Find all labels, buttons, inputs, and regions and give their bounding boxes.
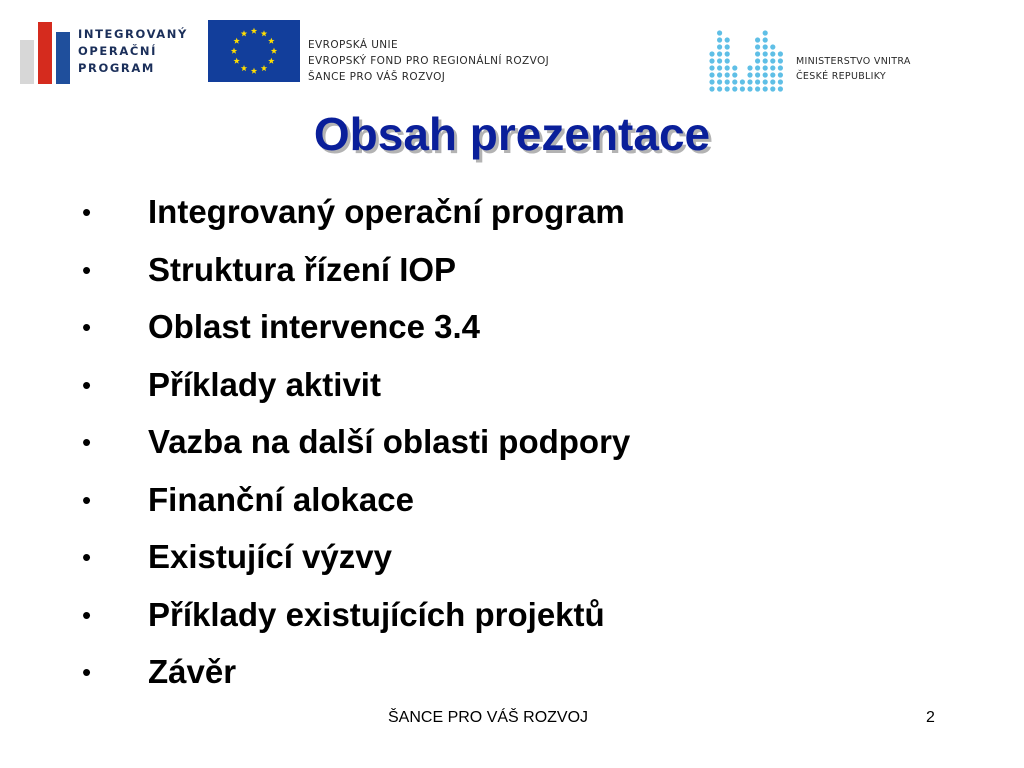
ministry-dot [763, 37, 768, 42]
eu-star-icon [251, 28, 257, 34]
eu-star-icon [268, 58, 274, 64]
ministry-dot [717, 30, 722, 35]
agenda-item-text: Integrovaný operační program [148, 193, 625, 230]
ministry-logo [708, 30, 788, 94]
ministry-dot [717, 58, 722, 63]
ministry-dot [732, 79, 737, 84]
iop-logo-grey-bar [20, 40, 34, 84]
ministry-dot [755, 44, 760, 49]
agenda-list [0, 186, 1024, 704]
ministry-dot [747, 79, 752, 84]
iop-logo-line: OPERAČNÍ [78, 44, 157, 58]
agenda-item [0, 416, 1024, 474]
eu-star-icon [233, 38, 239, 44]
bullet-icon: • [82, 657, 92, 687]
bullet-icon: • [82, 369, 92, 400]
agenda-item-text: Struktura řízení IOP [148, 250, 457, 288]
ministry-dot [763, 58, 768, 63]
ministry-dot [755, 86, 760, 91]
ministry-dot [778, 72, 783, 77]
eu-logo-line: ŠANCE PRO VÁŠ ROZVOJ [308, 71, 446, 83]
ministry-dot [709, 51, 714, 56]
ministry-dot [770, 79, 775, 84]
iop-logo-line: INTEGROVANÝ [78, 27, 188, 41]
agenda-item-text: Příklady existujících projektů [148, 595, 605, 633]
ministry-dot [740, 79, 745, 84]
agenda-item-text: Oblast intervence 3.4 [148, 308, 480, 345]
ministry-dot [778, 79, 783, 84]
ministry-dot [709, 58, 714, 63]
ministry-dot [717, 65, 722, 70]
ministry-dot [709, 72, 714, 77]
ministry-dot [747, 86, 752, 91]
eu-star-icon [231, 48, 237, 54]
ministry-logo-line: ČESKÉ REPUBLIKY [796, 71, 887, 82]
ministry-dot [755, 79, 760, 84]
bullet-icon: • [82, 197, 92, 227]
ministry-dot [717, 86, 722, 91]
ministry-dot [755, 51, 760, 56]
ministry-dot [778, 65, 783, 70]
ministry-dot [732, 65, 737, 70]
ministry-dot [763, 51, 768, 56]
agenda-item [0, 244, 1024, 302]
ministry-dot [770, 51, 775, 56]
ministry-dot [778, 51, 783, 56]
ministry-dot [725, 37, 730, 42]
ministry-dot [725, 65, 730, 70]
eu-star-icon [233, 58, 239, 64]
agenda-item [0, 589, 1024, 647]
bullet-icon: • [82, 254, 92, 285]
eu-logo-line: EVROPSKÁ UNIE [308, 39, 399, 51]
iop-logo-line: PROGRAM [78, 61, 155, 75]
eu-star-icon [251, 68, 257, 74]
ministry-dot [725, 79, 730, 84]
ministry-dot [770, 58, 775, 63]
ministry-dot [770, 72, 775, 77]
ministry-dot [717, 44, 722, 49]
ministry-dot [717, 51, 722, 56]
iop-logo [18, 20, 198, 84]
ministry-dot [732, 86, 737, 91]
slide-title: Obsah prezentace [313, 108, 711, 160]
ministry-dot [725, 51, 730, 56]
ministry-dot [740, 86, 745, 91]
agenda-item-text: Příklady aktivit [148, 365, 381, 403]
ministry-dot [709, 79, 714, 84]
bullet-icon: • [82, 484, 92, 515]
ministry-logo-line: MINISTERSTVO VNITRA [796, 56, 911, 67]
agenda-item-text: Existující výzvy [148, 538, 392, 575]
ministry-dot [747, 72, 752, 77]
ministry-dot [717, 72, 722, 77]
agenda-item [0, 646, 1024, 704]
agenda-item [0, 186, 1024, 244]
eu-star-icon [261, 65, 267, 71]
agenda-item-text: Vazba na další oblasti podpory [148, 423, 631, 460]
ministry-dot [770, 86, 775, 91]
ministry-dot [755, 37, 760, 42]
agenda-item [0, 359, 1024, 417]
eu-logo-line: EVROPSKÝ FOND PRO REGIONÁLNÍ ROZVOJ [308, 55, 550, 67]
ministry-dot [725, 86, 730, 91]
eu-star-icon [261, 30, 267, 36]
ministry-dot [725, 58, 730, 63]
ministry-dot [725, 72, 730, 77]
iop-logo-blue-bar [56, 32, 70, 84]
bullet-icon: • [82, 542, 92, 572]
ministry-dot [725, 44, 730, 49]
ministry-dot [763, 86, 768, 91]
eu-star-icon [271, 48, 277, 54]
page-number: 2 [926, 709, 935, 726]
ministry-dot [778, 86, 783, 91]
eu-stars-icon [208, 20, 300, 82]
ministry-dot [755, 58, 760, 63]
ministry-dot [763, 30, 768, 35]
agenda-item-text: Finanční alokace [148, 480, 414, 518]
ministry-dot [755, 65, 760, 70]
ministry-logo-text [796, 54, 911, 84]
eu-flag-logo [208, 20, 300, 82]
eu-star-icon [241, 65, 247, 71]
footer-slogan: ŠANCE PRO VÁŠ ROZVOJ [388, 709, 589, 726]
bullet-icon: • [82, 599, 92, 630]
ministry-dot [770, 65, 775, 70]
ministry-dot [717, 37, 722, 42]
bullet-icon: • [82, 312, 92, 342]
eu-star-icon [268, 38, 274, 44]
eu-star-icon [241, 30, 247, 36]
agenda-item [0, 531, 1024, 589]
agenda-item-text: Závěr [148, 653, 237, 690]
ministry-dot [747, 65, 752, 70]
ministry-dot [709, 65, 714, 70]
bullet-icon: • [82, 427, 92, 457]
ministry-dot [763, 79, 768, 84]
ministry-dot-pattern-icon [708, 30, 788, 94]
ministry-dot [732, 72, 737, 77]
agenda-item [0, 301, 1024, 359]
eu-logo-text [308, 37, 549, 85]
iop-logo-text [78, 26, 188, 77]
ministry-dot [763, 44, 768, 49]
ministry-dot [770, 44, 775, 49]
ministry-dot [778, 58, 783, 63]
ministry-dot [717, 79, 722, 84]
ministry-dot [709, 86, 714, 91]
ministry-dot [763, 72, 768, 77]
ministry-dot [763, 65, 768, 70]
iop-logo-red-bar [38, 22, 52, 84]
agenda-item [0, 474, 1024, 532]
ministry-dot [755, 72, 760, 77]
